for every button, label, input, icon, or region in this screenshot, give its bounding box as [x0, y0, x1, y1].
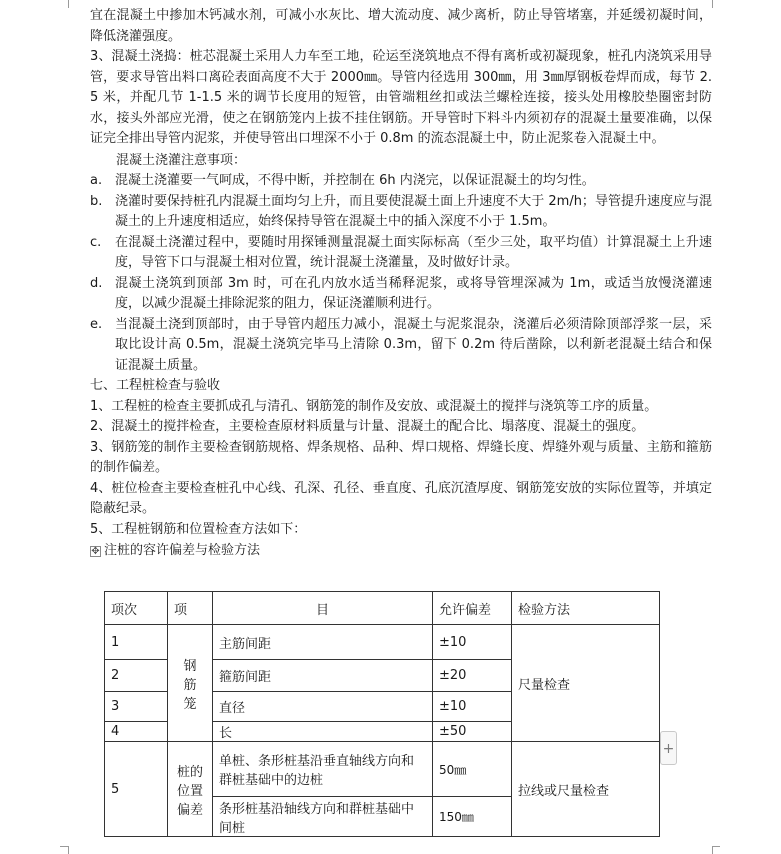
- header-cell: 目: [213, 592, 433, 625]
- cell-sub: 箍筋间距: [213, 660, 433, 692]
- table-caption: [90, 541, 712, 561]
- cell-tol: ±20: [433, 660, 512, 692]
- section-item: 5、工程桩钢筋和位置检查方法如下：: [90, 521, 307, 537]
- cell-sub: 单桩、条形桩基沿垂直轴线方向和群桩基础中的边桩: [213, 742, 433, 797]
- group-label-pile-position: 桩的 位置 偏差: [168, 742, 213, 837]
- cell-no: 5: [105, 742, 168, 837]
- table-header-row: [105, 592, 660, 625]
- tolerance-table[interactable]: [104, 591, 660, 837]
- document-body[interactable]: [90, 6, 712, 561]
- section-item: 1、工程桩的检查主要抓成孔与清孔、钢筋笼的制作及安放、或混凝土的搅拌与浇筑等工序的质量。: [90, 398, 658, 414]
- header-cell: 项次: [105, 592, 168, 625]
- list-text: 混凝土浇灌要一气呵成，不得中断，并控制在 6h 内浇完，以保证混凝土的均匀性。: [115, 173, 595, 188]
- cell-sub: 主筋间距: [213, 625, 433, 660]
- group-label-rebar-cage: 钢 筋 笼: [168, 625, 213, 742]
- list-marker: e.: [90, 316, 103, 332]
- corner-mark: [712, 846, 713, 854]
- cell-tol: 150㎜: [433, 797, 512, 837]
- move-handle-icon[interactable]: ✥: [91, 545, 100, 557]
- paragraph: 3、混凝土浇捣：桩芯混凝土采用人力车至工地，砼运至浇筑地点不得有离析或初凝现象，桩孔内浇筑采用导管，要求导管出料口离砼表面高度不大于 2000㎜。导管内径选用 300㎜，用 3㎜厚钢板卷焊而成，每节 2.5 米，并配几节 1-1.5 米的调节长度用的短管，由管端粗丝扣或法兰螺栓连接，接头处用橡胶垫圈密封防水，接头外部应光滑，使之在钢筋笼内上拔不挂住钢筋。开导管时下料斗内须初存的混凝土量要准确，以保证完全排出导管内泥浆，并使导管出口埋深不小于 0.8m 的流态混凝土中，防止泥浆卷入混凝土中。: [90, 49, 712, 146]
- cell-tol: 50㎜: [433, 742, 512, 797]
- list-item: [90, 171, 712, 192]
- notes-list: [90, 171, 712, 376]
- paragraph: 宜在混凝土中掺加木钙减水剂，可减小水灰比、增大流动度、减少离析，防止导管堵塞，并延缓初凝时间，降低浇灌强度。: [90, 8, 712, 44]
- list-item: [90, 315, 712, 377]
- cell-sub: 条形桩基沿轴线方向和群桩基础中间桩: [213, 797, 433, 837]
- table-caption-text: 注桩的容许偏差与检验方法: [104, 543, 261, 558]
- notes-heading: 混凝土浇灌注意事项：: [116, 152, 247, 168]
- header-cell: 项: [168, 592, 213, 625]
- list-marker: a.: [90, 173, 103, 188]
- corner-mark: [68, 0, 69, 8]
- list-marker: c.: [90, 234, 102, 250]
- list-text: 混凝土浇筑到顶部 3m 时，可在孔内放水适当稀释泥浆，或将导管埋深减为 1m，或适当放慢浇灌速度，以减少混凝土排除泥浆的阻力，保证浇灌顺利进行。: [115, 275, 712, 311]
- corner-mark: [712, 846, 720, 847]
- list-marker: d.: [90, 275, 103, 291]
- section-heading: 七、工程桩检查与验收: [90, 378, 221, 393]
- add-row-button[interactable]: +: [660, 731, 677, 765]
- list-item: [90, 192, 712, 233]
- cell-no: 4: [105, 722, 168, 742]
- cell-sub: 长: [213, 722, 433, 742]
- cell-tol: ±10: [433, 692, 512, 722]
- section-item: 4、桩位检查主要检查桩孔中心线、孔深、孔径、垂直度、孔底沉渣厚度、钢筋笼安放的实际位置等，并填定隐蔽纪录。: [90, 480, 712, 516]
- cell-sub: 直径: [213, 692, 433, 722]
- cell-method: 拉线或尺量检查: [512, 742, 660, 837]
- table-row: [105, 625, 660, 660]
- section-item: 3、钢筋笼的制作主要检查钢筋规格、焊条规格、品种、焊口规格、焊缝长度、焊缝外观与质量、主筋和箍筋的制作偏差。: [90, 439, 712, 475]
- list-text: 浇灌时要保持桩孔内混凝土面均匀上升，而且要使混凝土面上升速度不大于 2m/h；导管提升速度应与混凝土的上升速度相适应，始终保持导管在混凝土中的插入深度不小于 1.5m。: [115, 193, 712, 229]
- table-row: [105, 742, 660, 797]
- corner-mark: [60, 846, 68, 847]
- list-marker: b.: [90, 193, 103, 209]
- section-item: 2、混凝土的搅拌检查，主要检查原材料质量与计量、混凝土的配合比、塌落度、混凝土的强度。: [90, 419, 645, 434]
- list-item: [90, 233, 712, 274]
- cell-tol: ±50: [433, 722, 512, 742]
- cell-no: 2: [105, 660, 168, 692]
- list-item: [90, 274, 712, 315]
- cell-no: 3: [105, 692, 168, 722]
- list-text: 在混凝土浇灌过程中，要随时用探锤测量混凝土面实际标高（至少三处，取平均值）计算混凝土上升速度，导管下口与混凝土相对位置，统计混凝土浇灌量，及时做好计录。: [115, 234, 712, 270]
- cell-tol: ±10: [433, 625, 512, 660]
- list-text: 当混凝土浇到顶部时，由于导管内超压力减小，混凝土与泥浆混杂，浇灌后必须清除顶部浮浆一层，采取比设计高 0.5m，混凝土浇筑完毕马上清除 0.3m，留下 0.2m 待后凿除，以利新老混凝土结合和保证混凝土质量。: [115, 316, 712, 373]
- cell-method: 尺量检查: [512, 625, 660, 742]
- corner-mark: [68, 846, 69, 854]
- corner-mark: [712, 0, 713, 8]
- header-cell: 检验方法: [512, 592, 660, 625]
- cell-no: 1: [105, 625, 168, 660]
- header-cell: 允许偏差: [433, 592, 512, 625]
